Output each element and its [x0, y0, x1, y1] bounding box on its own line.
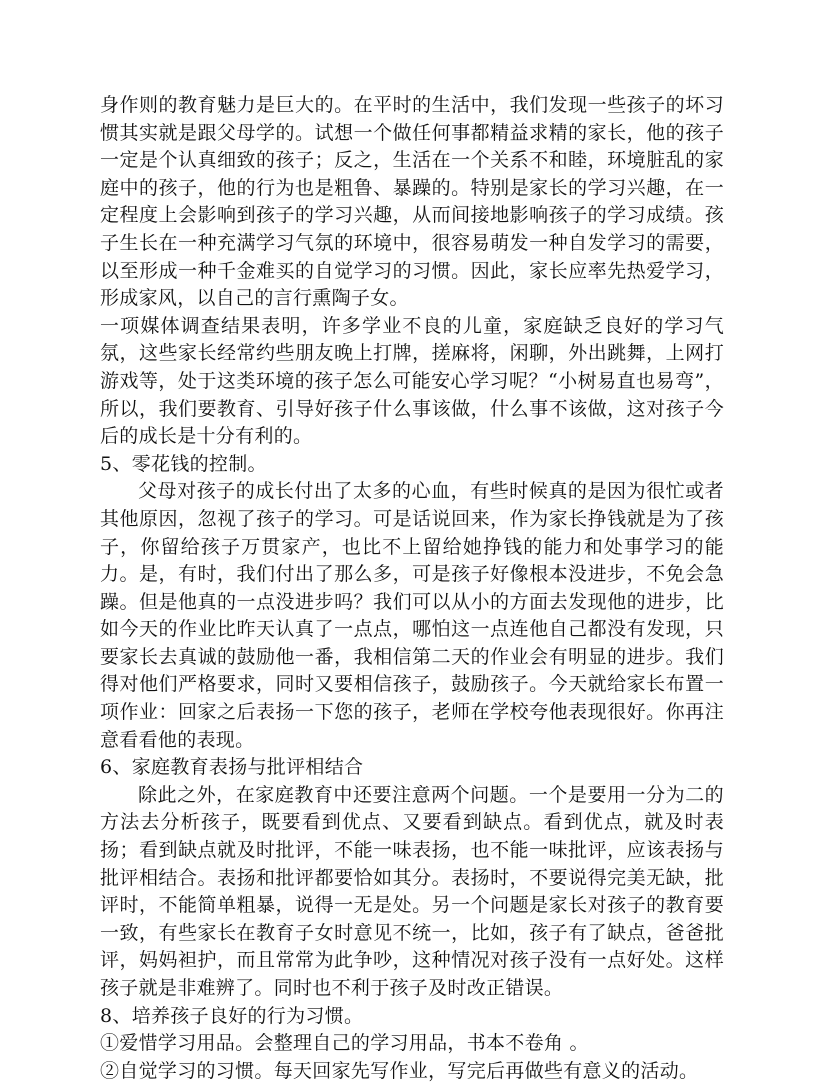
paragraph-media-survey: 一项媒体调查结果表明，许多学业不良的儿童，家庭缺乏良好的学习气氛，这些家长经常约些朋友晚上打牌，搓麻将，闲聊，外出跳舞，上网打游戏等，处于这类环境的孩子怎么可能安心学习呢？“小树易直也易弯”，所以，我们要教育、引导好孩子什么事该做，什么事不该做，这对孩子今后的成长是十分有利的。 [100, 314, 724, 448]
list-item-1: ①爱惜学习用品。会整理自己的学习用品，书本不卷角 。 [100, 1032, 589, 1055]
paragraph-pocket-money: 父母对孩子的成长付出了太多的心血，有些时候真的是因为很忙或者其他原因，忽视了孩子的学习。可是话说回来，作为家长挣钱就是为了孩子，你留给孩子万贯家产，也比不上留给她挣钱的能力和处事学习的能力。是，有时，我们付出了那么多，可是孩子好像根本没进步，不免会急躁。但是他真的一点没进步吗？我们可以从小的方面去发现他的进步，比如今天的作业比昨天认真了一点点，哪怕这一点连他自己都没有发现，只要家长去真诚的鼓励他一番，我相信第二天的作业会有明显的进步。我们得对他们严格要求，同时又要相信孩子，鼓励孩子。今天就给家长布置一项作业：回家之后表扬一下您的孩子，老师在学校夸他表现很好。你再注意看看他的表现。 [100, 480, 724, 751]
section-heading-5: 5、零花钱的控制。 [100, 452, 267, 475]
document-body [100, 92, 724, 1085]
paragraph-praise-criticism: 除此之外，在家庭教育中还要注意两个问题。一个是要用一分为二的方法去分析孩子，既要看到优点、又要看到缺点。看到优点，就及时表扬；看到缺点就及时批评，不能一味表扬，也不能一味批评，应该表扬与批评相结合。表扬和批评都要恰如其分。表扬时，不要说得完美无缺，批评时，不能简单粗暴，说得一无是处。另一个问题是家长对孩子的教育要一致，有些家长在教育子女时意见不统一，比如，孩子有了缺点，爸爸批评，妈妈袒护，而且常常为此争吵，这种情况对孩子没有一点好处。这样孩子就是非难辨了。同时也不利于孩子及时改正错误。 [100, 783, 724, 999]
section-heading-8: 8、培养孩子良好的行为习惯。 [100, 1004, 364, 1027]
paragraph-role-model: 身作则的教育魅力是巨大的。在平时的生活中，我们发现一些孩子的坏习惯其实就是跟父母学的。试想一个做任何事都精益求精的家长，他的孩子一定是个认真细致的孩子；反之，生活在一个关系不和睦，环境脏乱的家庭中的孩子，他的行为也是粗鲁、暴躁的。特别是家长的学习兴趣，在一定程度上会影响到孩子的学习兴趣，从而间接地影响孩子的学习成绩。孩子生长在一种充满学习气氛的环境中，很容易萌发一种自发学习的需要，以至形成一种千金难买的自觉学习的习惯。因此，家长应率先热爱学习，形成家风，以自己的言行熏陶子女。 [100, 94, 724, 310]
section-heading-6: 6、家庭教育表扬与批评相结合 [100, 756, 364, 779]
list-item-2: ②自觉学习的习惯。每天回家先写作业，写完后再做些有意义的活动。 [100, 1059, 699, 1082]
